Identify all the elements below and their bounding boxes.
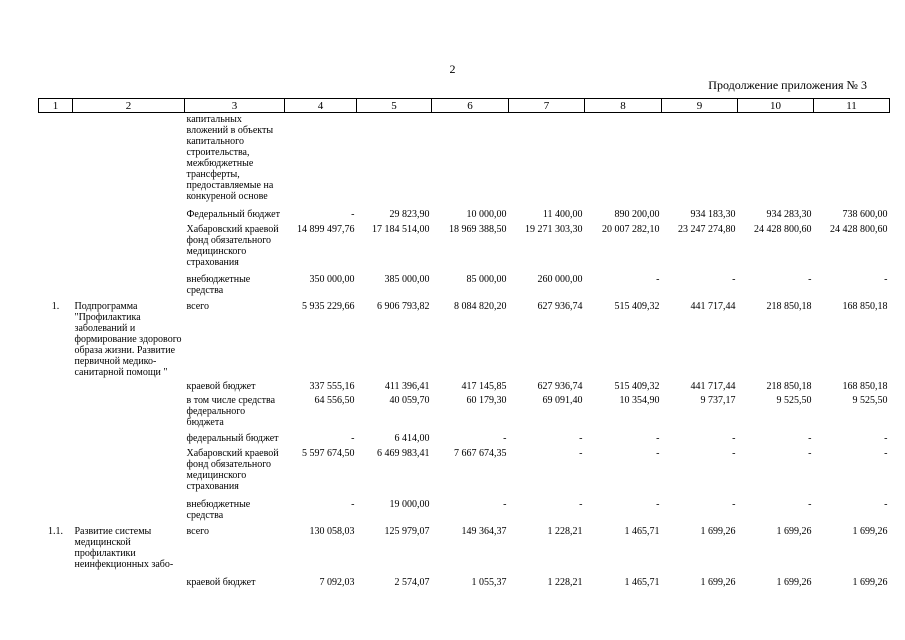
amount-cell: - xyxy=(732,448,736,459)
row-number xyxy=(39,445,73,493)
column-header: 1 xyxy=(39,99,73,113)
column-header: 2 xyxy=(73,99,185,113)
program-name xyxy=(73,113,185,204)
row-number xyxy=(39,203,73,221)
amount-cell: - xyxy=(884,499,888,510)
funding-source: внебюджетные средства xyxy=(186,274,251,296)
amount-cell: 20 007 282,10 xyxy=(602,224,660,235)
amount-cell: - xyxy=(808,499,812,510)
table-row xyxy=(39,445,890,493)
program-name: Развитие системы медицинской профилактики неинфекционных забо- xyxy=(74,526,174,570)
amount-cell: 14 899 497,76 xyxy=(297,224,355,235)
column-header: 6 xyxy=(432,99,509,113)
amount-cell: - xyxy=(808,433,812,444)
amount-cell: - xyxy=(808,274,812,285)
column-header: 10 xyxy=(738,99,814,113)
amount-cell xyxy=(285,113,357,204)
amount-cell: 7 667 674,35 xyxy=(454,448,507,459)
amount-cell: 10 354,90 xyxy=(619,395,660,406)
amount-cell xyxy=(738,113,814,204)
amount-cell: 69 091,40 xyxy=(542,395,583,406)
amount-cell: 890 200,00 xyxy=(614,209,660,220)
table-row xyxy=(39,113,890,204)
amount-cell: 627 936,74 xyxy=(537,301,583,312)
amount-cell: 10 000,00 xyxy=(466,209,507,220)
page-number: 2 xyxy=(449,62,456,76)
program-name xyxy=(73,379,185,393)
program-name: Подпрограмма "Профилактика заболеваний и формирование здорового образа жизни. Развитие первичной медико-санитарной помощи " xyxy=(74,301,182,378)
amount-cell: 6 469 983,41 xyxy=(377,448,430,459)
program-name xyxy=(73,445,185,493)
row-number xyxy=(39,269,73,297)
amount-cell: 1 699,26 xyxy=(776,526,812,537)
funding-source: Хабаровский краевой фонд обязательного медицинского страхования xyxy=(186,448,279,492)
column-header: 11 xyxy=(814,99,890,113)
amount-cell: 24 428 800,60 xyxy=(830,224,888,235)
row-number xyxy=(39,113,73,204)
table-row xyxy=(39,203,890,221)
amount-cell xyxy=(509,113,585,204)
amount-cell: - xyxy=(351,499,355,510)
amount-cell: 627 936,74 xyxy=(537,381,583,392)
amount-cell: 11 400,00 xyxy=(542,209,583,220)
amount-cell: 1 465,71 xyxy=(624,577,660,588)
funding-source: Федеральный бюджет xyxy=(186,209,280,220)
amount-cell: 1 699,26 xyxy=(700,577,736,588)
funding-source: капитальных вложений в объекты капитального строительства, межбюджетные трансферты, предоставляемые на конкуреной основе xyxy=(186,114,274,202)
amount-cell: 149 364,37 xyxy=(461,526,507,537)
amount-cell: 1 228,21 xyxy=(547,526,583,537)
column-header: 7 xyxy=(509,99,585,113)
table-row xyxy=(39,571,890,589)
row-number xyxy=(39,493,73,522)
amount-cell: 168 850,18 xyxy=(842,301,888,312)
amount-cell: 40 059,70 xyxy=(389,395,430,406)
amount-cell: 1 699,26 xyxy=(776,577,812,588)
amount-cell: 1 699,26 xyxy=(700,526,736,537)
amount-cell: 23 247 274,80 xyxy=(678,224,736,235)
amount-cell: - xyxy=(732,274,736,285)
amount-cell: - xyxy=(884,433,888,444)
amount-cell: 19 000,00 xyxy=(389,499,430,510)
amount-cell: 19 271 303,30 xyxy=(525,224,583,235)
amount-cell: 64 556,50 xyxy=(314,395,355,406)
amount-cell xyxy=(432,113,509,204)
program-name xyxy=(73,393,185,429)
amount-cell: 168 850,18 xyxy=(842,381,888,392)
amount-cell: - xyxy=(656,448,660,459)
column-header: 4 xyxy=(285,99,357,113)
table-row xyxy=(39,297,890,379)
program-name xyxy=(73,269,185,297)
program-name xyxy=(73,493,185,522)
header-row xyxy=(39,99,890,113)
amount-cell: - xyxy=(732,499,736,510)
amount-cell: 17 184 514,00 xyxy=(372,224,430,235)
amount-cell: 2 574,07 xyxy=(394,577,430,588)
table-row xyxy=(39,429,890,445)
funding-source: федеральный бюджет xyxy=(186,433,279,444)
amount-cell: 6 414,00 xyxy=(394,433,430,444)
table-row xyxy=(39,221,890,269)
row-number: 1. xyxy=(51,301,60,312)
amount-cell: - xyxy=(656,274,660,285)
amount-cell: 60 179,30 xyxy=(466,395,507,406)
amount-cell: 29 823,90 xyxy=(389,209,430,220)
amount-cell: 417 145,85 xyxy=(461,381,507,392)
amount-cell: 411 396,41 xyxy=(384,381,430,392)
column-header: 8 xyxy=(585,99,662,113)
amount-cell: 934 283,30 xyxy=(766,209,812,220)
amount-cell: 1 465,71 xyxy=(624,526,660,537)
row-number xyxy=(39,379,73,393)
amount-cell: 1 699,26 xyxy=(852,526,888,537)
funding-source: краевой бюджет xyxy=(186,577,256,588)
amount-cell: - xyxy=(884,448,888,459)
funding-source: всего xyxy=(186,301,210,312)
funding-source: внебюджетные средства xyxy=(186,499,251,521)
amount-cell: - xyxy=(884,274,888,285)
row-number xyxy=(39,221,73,269)
program-name xyxy=(73,221,185,269)
amount-cell: 125 979,07 xyxy=(384,526,430,537)
column-header: 3 xyxy=(185,99,285,113)
amount-cell: - xyxy=(732,433,736,444)
amount-cell: 1 228,21 xyxy=(547,577,583,588)
amount-cell: 9 737,17 xyxy=(700,395,736,406)
column-header: 5 xyxy=(357,99,432,113)
amount-cell: - xyxy=(579,433,583,444)
amount-cell: 24 428 800,60 xyxy=(754,224,812,235)
amount-cell: 9 525,50 xyxy=(852,395,888,406)
amount-cell: 1 699,26 xyxy=(852,577,888,588)
amount-cell: - xyxy=(656,499,660,510)
amount-cell: 515 409,32 xyxy=(614,301,660,312)
amount-cell: - xyxy=(351,433,355,444)
amount-cell: 218 850,18 xyxy=(766,381,812,392)
amount-cell: - xyxy=(579,499,583,510)
amount-cell: 8 084 820,20 xyxy=(454,301,507,312)
table-row xyxy=(39,522,890,571)
amount-cell: - xyxy=(351,209,355,220)
amount-cell: 5 597 674,50 xyxy=(302,448,355,459)
row-number xyxy=(39,571,73,589)
amount-cell: 934 183,30 xyxy=(690,209,736,220)
amount-cell: 350 000,00 xyxy=(309,274,355,285)
table-row xyxy=(39,269,890,297)
amount-cell: 260 000,00 xyxy=(537,274,583,285)
amount-cell: 7 092,03 xyxy=(319,577,355,588)
amount-cell: 85 000,00 xyxy=(466,274,507,285)
amount-cell xyxy=(585,113,662,204)
program-name xyxy=(73,203,185,221)
amount-cell xyxy=(357,113,432,204)
row-number xyxy=(39,429,73,445)
amount-cell: 515 409,32 xyxy=(614,381,660,392)
column-header: 9 xyxy=(662,99,738,113)
amount-cell: - xyxy=(808,448,812,459)
program-name xyxy=(73,571,185,589)
amount-cell: - xyxy=(503,499,507,510)
appendix-caption: Продолжение приложения № 3 xyxy=(708,78,867,92)
amount-cell xyxy=(814,113,890,204)
amount-cell: - xyxy=(579,448,583,459)
amount-cell: 1 055,37 xyxy=(471,577,507,588)
row-number: 1.1. xyxy=(48,526,63,537)
budget-table xyxy=(38,98,890,589)
funding-source: Хабаровский краевой фонд обязательного медицинского страхования xyxy=(186,224,279,268)
amount-cell: 6 906 793,82 xyxy=(377,301,430,312)
amount-cell: 337 555,16 xyxy=(309,381,355,392)
amount-cell: 5 935 229,66 xyxy=(302,301,355,312)
amount-cell: - xyxy=(503,433,507,444)
amount-cell: 441 717,44 xyxy=(690,301,736,312)
funding-source: всего xyxy=(186,526,210,537)
funding-source: в том числе средства федерального бюджета xyxy=(186,395,276,428)
funding-source: краевой бюджет xyxy=(186,381,256,392)
table-row xyxy=(39,493,890,522)
table-row xyxy=(39,393,890,429)
amount-cell: 18 969 388,50 xyxy=(449,224,507,235)
amount-cell: 218 850,18 xyxy=(766,301,812,312)
program-name xyxy=(73,429,185,445)
table-row xyxy=(39,379,890,393)
amount-cell: 385 000,00 xyxy=(384,274,430,285)
amount-cell: 441 717,44 xyxy=(690,381,736,392)
amount-cell: 9 525,50 xyxy=(776,395,812,406)
amount-cell: - xyxy=(656,433,660,444)
amount-cell xyxy=(662,113,738,204)
row-number xyxy=(39,393,73,429)
amount-cell: 130 058,03 xyxy=(309,526,355,537)
amount-cell: 738 600,00 xyxy=(842,209,888,220)
